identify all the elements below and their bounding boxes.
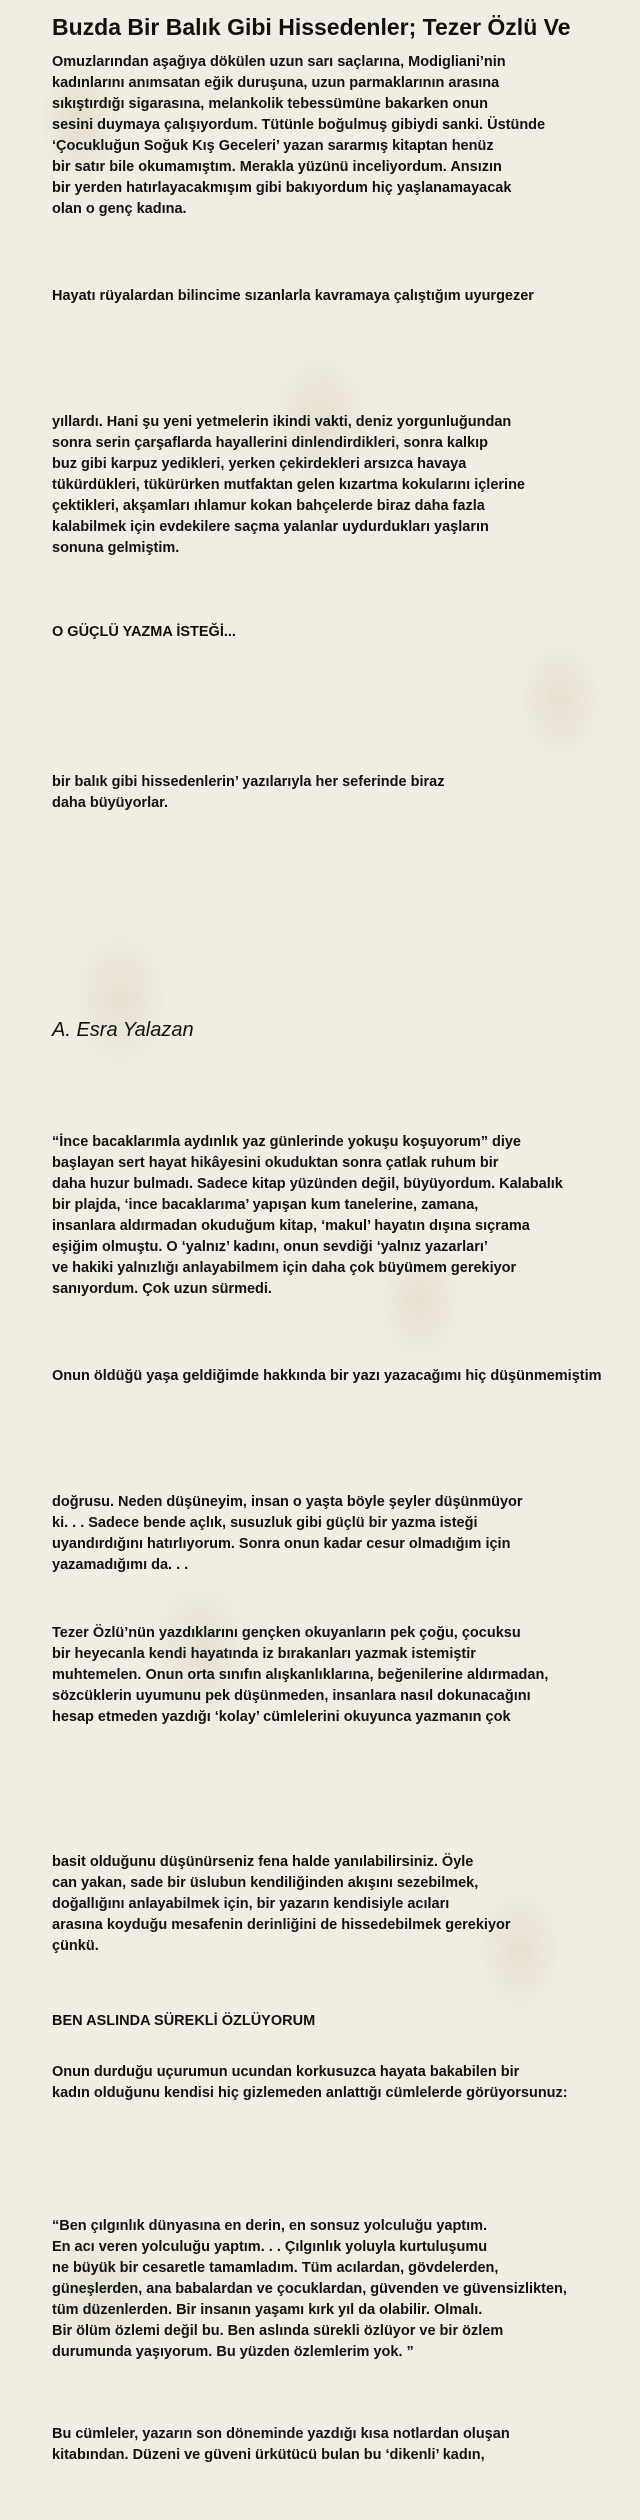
paragraph-5-start — [52, 1366, 640, 1387]
paragraph-5-cont — [52, 1492, 640, 1576]
text-line: basit olduğunu düşünürseniz fena halde yanılabilirsiniz. Öyle — [52, 1854, 474, 1870]
text-line: daha büyüyorlar. — [52, 795, 169, 811]
text-line: yazamadığımı da. . . — [52, 1557, 189, 1573]
text-line: can yakan, sade bir üslubun kendiliğinden akışını sezebilmek, — [52, 1875, 479, 1891]
text-line: doğallığını anlayabilmek için, bir yazarın kendisiyle acıları — [52, 1896, 450, 1912]
text-line: kadın olduğunu kendisi hiç gizlemeden anlattığı cümlelerde görüyorsunuz: — [52, 2085, 568, 2101]
paragraph-7 — [52, 1852, 640, 1957]
text-line: Onun durduğu uçurumun ucundan korkusuzca hayata bakabilen bir — [52, 2064, 520, 2080]
text-line: muhtemelen. Onun orta sınıfın alışkanlıklarına, beğenilerine aldırmadan, — [52, 1667, 549, 1683]
paragraph-9 — [52, 2424, 640, 2466]
text-line: ve hakiki yalnızlığı anlayabilmem için daha çok büyümem gerekiyor — [52, 1260, 517, 1276]
text-line: eşiğim olmuştu. O ‘yalnız’ kadını, onun sevdiği ‘yalnız yazarları’ — [52, 1239, 488, 1255]
paragraph-3 — [52, 772, 640, 814]
text-line: başlayan sert hayat hikâyesini okuduktan sonra çatlak ruhum bir — [52, 1155, 499, 1171]
text-line: hesap etmeden yazdığı ‘kolay’ cümlelerini okuyunca yazmanın çok — [52, 1709, 511, 1725]
text-line: ki. . . Sadece bende açlık, susuzluk gibi güçlü bir yazma isteği — [52, 1515, 478, 1531]
text-line: uyandırdığını hatırlıyorum. Sonra onun kadar cesur olmadığım için — [52, 1536, 511, 1552]
text-line: buz gibi karpuz yedikleri, yerken çekirdekleri arsızca havaya — [52, 456, 467, 472]
text-line: tükürdükleri, tükürürken mutfaktan gelen kızartma kokularını içlerine — [52, 477, 525, 493]
text-line: “Ben çılgınlık dünyasına en derin, en sonsuz yolculuğu yaptım. — [52, 2218, 488, 2234]
paragraph-8 — [52, 2062, 640, 2104]
text-line: güneşlerden, ana babalardan ve çocuklardan, güvenden ve güvensizlikten, — [52, 2281, 567, 2297]
text-line: bir satır bile okumamıştım. Merakla yüzünü inceliyordum. Ansızın — [52, 159, 502, 175]
text-line: sonra serin çarşaflarda hayallerini dinlendirdikleri, sonra kalkıp — [52, 435, 488, 451]
intro-paragraph — [52, 52, 640, 220]
text-line: ‘Çocukluğun Soğuk Kış Geceleri’ yazan sararmış kitaptan henüz — [52, 138, 494, 154]
text-line: daha huzur bulmadı. Sadece kitap yüzünden değil, büyüyordum. Kalabalık — [52, 1176, 563, 1192]
text-line: çünkü. — [52, 1938, 99, 1954]
text-line: kitabından. Düzeni ve güveni ürkütücü bulan bu ‘dikenli’ kadın, — [52, 2447, 485, 2463]
article-title: Buzda Bir Balık Gibi Hissedenler; Tezer Özlü Ve — [52, 14, 571, 40]
text-line: doğrusu. Neden düşüneyim, insan o yaşta böyle şeyler düşünmüyor — [52, 1494, 523, 1510]
text-line: kalabilmek için evdekilere saçma yalanlar uydurdukları yaşların — [52, 519, 489, 535]
text-line: bir heyecanla kendi hayatında iz bırakanları yazmak istemiştir — [52, 1646, 476, 1662]
text-line: kadınlarını anımsatan eğik duruşuna, uzun parmaklarının arasına — [52, 75, 500, 91]
text-line: tüm düzenlerden. Bir insanın yaşamı kırk yıl da olabilir. Olmalı. — [52, 2302, 483, 2318]
text-line: Bu cümleler, yazarın son döneminde yazdığı kısa notlardan oluşan — [52, 2426, 510, 2442]
text-line: Hayatı rüyalardan bilincime sızanlarla kavramaya çalıştığım uyurgezer — [52, 288, 534, 304]
paragraph-2-start — [52, 286, 640, 307]
text-line: insanlara aldırmadan okuduğum kitap, ‘makul’ hayatın dışına sıçrama — [52, 1218, 530, 1234]
paragraph-2-cont — [52, 412, 640, 559]
author-name: A. Esra Yalazan — [52, 1019, 194, 1041]
text-line: bir balık gibi hissedenlerin’ yazılarıyla her seferinde biraz — [52, 774, 445, 790]
text-line: ne büyük bir cesaretle tamamladım. Tüm acılardan, gövdelerden, — [52, 2260, 499, 2276]
text-line: olan o genç kadına. — [52, 201, 187, 217]
text-line: “İnce bacaklarımla aydınlık yaz günlerinde yokuşu koşuyorum” diye — [52, 1134, 521, 1150]
quote-block — [52, 2216, 640, 2363]
text-line: sesini duymaya çalışıyordum. Tütünle boğulmuş gibiydi sanki. Üstünde — [52, 117, 546, 133]
text-line: bir yerden hatırlayacakmışım gibi bakıyordum hiç yaşlanamayacak — [52, 180, 512, 196]
text-line: Bir ölüm özlemi değil bu. Ben aslında sürekli özlüyor ve bir özlem — [52, 2323, 504, 2339]
section-heading-yazma-istegi: O GÜÇLÜ YAZMA İSTEĞİ... — [52, 624, 236, 640]
text-line: arasına koyduğu mesafenin derinliğini de hissedebilmek gerekiyor — [52, 1917, 511, 1933]
text-line: Tezer Özlü’nün yazdıklarını gençken okuyanların pek çoğu, çocuksu — [52, 1625, 521, 1641]
text-line: sözcüklerin uyumunu pek düşünmeden, insanlara nasıl dokunacağını — [52, 1688, 531, 1704]
section-heading-ozluyorum: BEN ASLINDA SÜREKLİ ÖZLÜYORUM — [52, 2013, 316, 2029]
text-line: En acı veren yolculuğu yaptım. . . Çılgınlık yoluyla kurtuluşumu — [52, 2239, 488, 2255]
text-line: Omuzlarından aşağıya dökülen uzun sarı saçlarına, Modigliani’nin — [52, 54, 506, 70]
text-line: sonuna gelmiştim. — [52, 540, 180, 556]
text-line: sıkıştırdığı sigarasına, melankolik tebessümüne bakarken onun — [52, 96, 488, 112]
text-line: sanıyordum. Çok uzun sürmedi. — [52, 1281, 272, 1297]
text-line: durumunda yaşıyorum. Bu yüzden özlemlerim yok. ” — [52, 2344, 414, 2360]
text-line: bir plajda, ‘ince bacaklarıma’ yapışan kum tanelerine, zamana, — [52, 1197, 479, 1213]
text-line: Onun öldüğü yaşa geldiğimde hakkında bir yazı yazacağımı hiç düşünmemiştim — [52, 1368, 602, 1384]
paragraph-4 — [52, 1132, 640, 1300]
paragraph-6 — [52, 1623, 640, 1728]
text-line: çektikleri, akşamları ıhlamur kokan bahçelerde biraz daha fazla — [52, 498, 485, 514]
text-line: yıllardı. Hani şu yeni yetmelerin ikindi vakti, deniz yorgunluğundan — [52, 414, 512, 430]
